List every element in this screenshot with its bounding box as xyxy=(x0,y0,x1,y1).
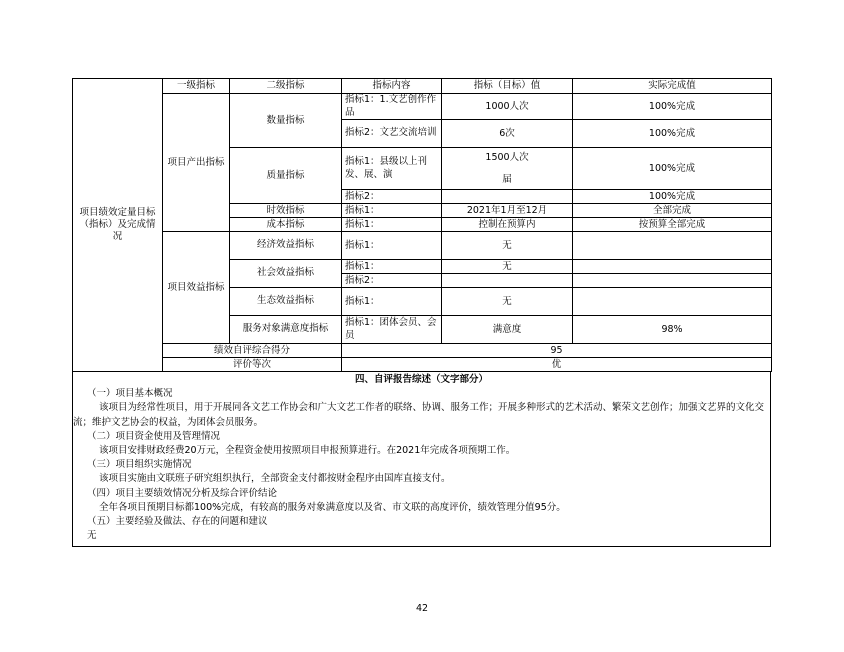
header-level2: 二级指标 xyxy=(230,79,342,94)
performance-table xyxy=(72,78,772,372)
output-label: 项目产出指标 xyxy=(163,94,230,232)
social-target-2 xyxy=(442,274,573,288)
s2-heading: （二）项目资金使用及管理情况 xyxy=(87,430,221,442)
s4-heading: （四）项目主要绩效情况分析及综合评价结论 xyxy=(87,487,278,499)
social-content-1: 指标1： xyxy=(342,260,442,274)
section-label: 项目绩效定量目标（指标）及完成情况 xyxy=(79,207,156,242)
social-actual-1 xyxy=(573,260,772,274)
cost-actual: 按预算全部完成 xyxy=(573,218,772,232)
header-target: 指标（目标）值 xyxy=(442,79,573,94)
timeliness-target: 2021年1月至12月 xyxy=(442,204,573,218)
grade-label: 评价等次 xyxy=(163,358,342,372)
social-content-2: 指标2： xyxy=(342,274,442,288)
timeliness-content: 指标1： xyxy=(342,204,442,218)
quality-content-1: 指标1：县级以上刊发、展、演 xyxy=(342,148,442,190)
quantity-content-1: 指标1：1.文艺创作作品 xyxy=(342,94,442,120)
quality-label: 质量指标 xyxy=(230,148,342,204)
social-label: 社会效益指标 xyxy=(230,260,342,288)
s1-heading: （一）项目基本概况 xyxy=(87,388,173,400)
grade-row xyxy=(73,358,772,372)
timeliness-actual: 全部完成 xyxy=(573,204,772,218)
s2-body: 该项目安排财政经费20万元，全程资金使用按照项目申报预算进行。在2021年完成各项预期工作。 xyxy=(99,445,516,457)
ecological-target: 无 xyxy=(442,288,573,316)
score-row xyxy=(73,344,772,358)
quality-actual-2: 100%完成 xyxy=(573,190,772,204)
narrative-section xyxy=(72,372,771,547)
narrative-title: 四、自评报告综述（文字部分） xyxy=(354,374,488,385)
section-label-cell xyxy=(73,79,163,372)
score-label: 绩效自评综合得分 xyxy=(163,344,342,358)
economic-target: 无 xyxy=(442,232,573,260)
quantity-label: 数量指标 xyxy=(230,94,342,148)
quantity-actual-1: 100%完成 xyxy=(573,94,772,120)
page-number: 42 xyxy=(415,603,429,614)
economic-actual xyxy=(573,232,772,260)
satisfaction-actual: 98% xyxy=(573,316,772,344)
cost-content: 指标1： xyxy=(342,218,442,232)
ecological-content: 指标1： xyxy=(342,288,442,316)
quantity-target-2: 6次 xyxy=(442,120,573,148)
economic-label: 经济效益指标 xyxy=(230,232,342,260)
score-value: 95 xyxy=(342,344,772,358)
s4-body: 全年各项目预期目标都100%完成，有较高的服务对象满意度以及省、市文联的高度评价，绩效管理分值95分。 xyxy=(99,501,566,513)
s3-body: 该项目实施由文联班子研究组织执行，全部资金支付都按财金程序由国库直接支付。 xyxy=(99,473,451,485)
ecological-label: 生态效益指标 xyxy=(230,288,342,316)
timeliness-label: 时效指标 xyxy=(230,204,342,218)
quantity-content-2: 指标2：文艺交流培训 xyxy=(342,120,442,148)
s5-body: 无 xyxy=(87,530,97,542)
benefit-label: 项目效益指标 xyxy=(163,232,230,344)
s3-heading: （三）项目组织实施情况 xyxy=(87,459,192,471)
report-sheet xyxy=(72,78,771,547)
satisfaction-content: 指标1：团体会员、会员 xyxy=(342,316,442,344)
satisfaction-target: 满意度 xyxy=(442,316,573,344)
grade-value: 优 xyxy=(342,358,772,372)
ecological-actual xyxy=(573,288,772,316)
economic-content: 指标1： xyxy=(342,232,442,260)
table-row xyxy=(73,94,772,120)
quality-actual-1: 100%完成 xyxy=(573,148,772,190)
table-row xyxy=(73,232,772,260)
header-content: 指标内容 xyxy=(342,79,442,94)
social-actual-2 xyxy=(573,274,772,288)
s5-heading: （五）主要经验及做法、存在的问题和建议 xyxy=(87,516,268,528)
quality-content-2: 指标2： xyxy=(342,190,442,204)
satisfaction-label: 服务对象满意度指标 xyxy=(230,316,342,344)
table-header-row xyxy=(73,79,772,94)
quantity-target-1: 1000人次 xyxy=(442,94,573,120)
quality-target-1: 1500人次 届 xyxy=(442,148,573,190)
social-target-1: 无 xyxy=(442,260,573,274)
header-level1: 一级指标 xyxy=(163,79,230,94)
header-actual: 实际完成值 xyxy=(573,79,772,94)
cost-label: 成本指标 xyxy=(230,218,342,232)
quantity-actual-2: 100%完成 xyxy=(573,120,772,148)
quality-target-2 xyxy=(442,190,573,204)
cost-target: 控制在预算内 xyxy=(442,218,573,232)
s1-body: 该项目为经常性项目，用于开展同各文艺工作协会和广大文艺工作者的联络、协调、服务工作；开展多种形式的艺术活动、繁荣文艺创作；加强文艺界的文化交流；维护文艺协会的权益，为团体会员服务。 xyxy=(73,402,765,428)
